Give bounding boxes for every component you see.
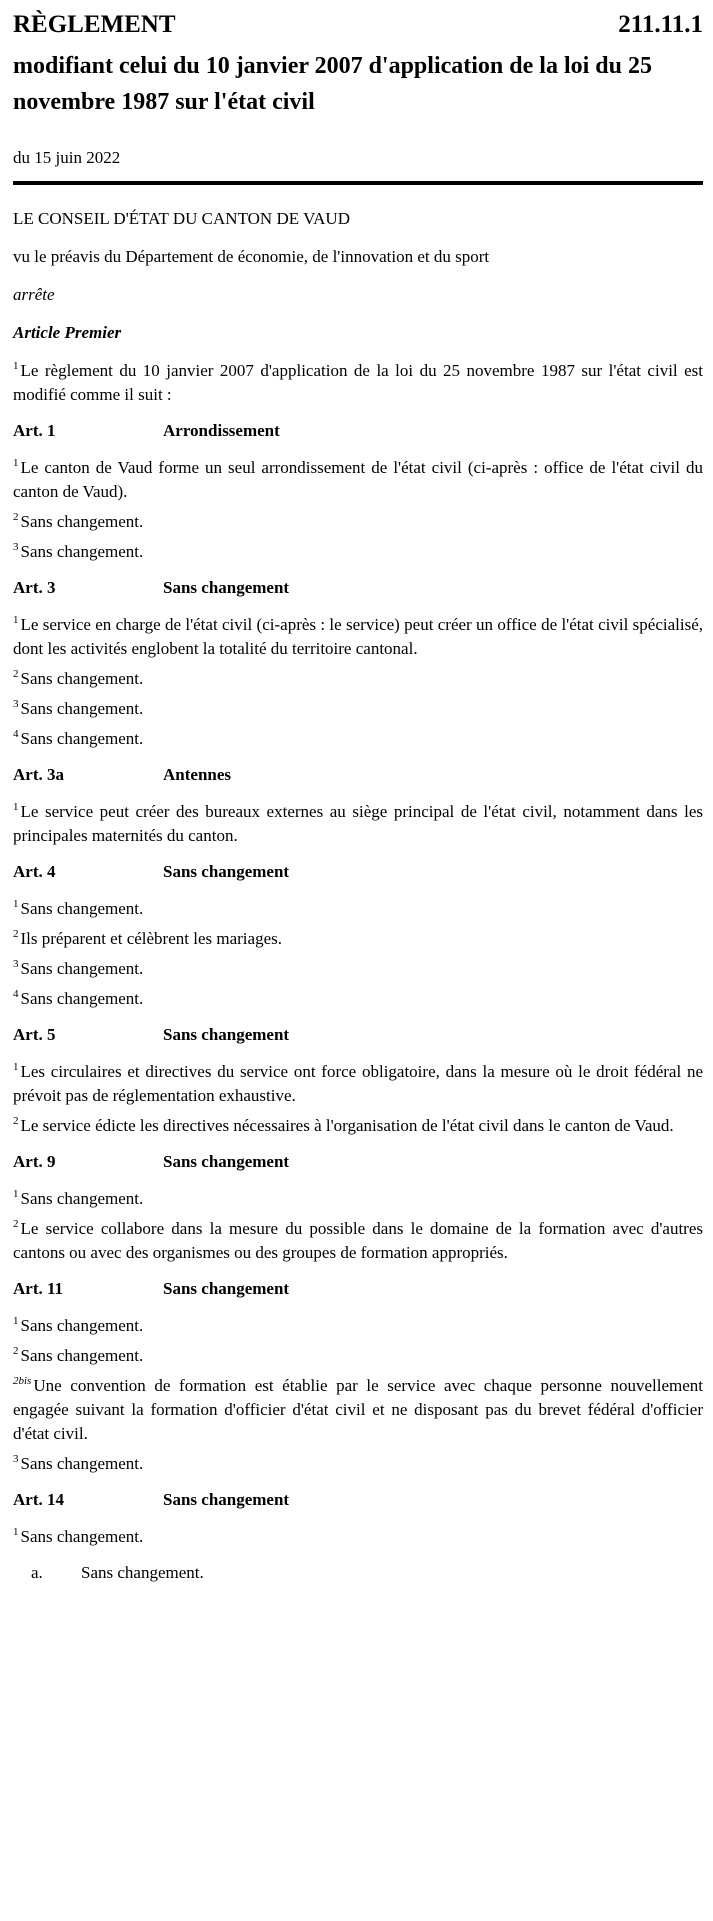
article-heading bbox=[13, 419, 703, 443]
article-paragraph bbox=[13, 1374, 703, 1446]
article-paragraph bbox=[13, 613, 703, 661]
paragraph-text: Les circulaires et directives du service ont force obligatoire, dans la mesure où le droit fédéral ne prévoit pas de réglementation exhaustive. bbox=[13, 1062, 703, 1105]
paragraph-text: Sans changement. bbox=[20, 512, 144, 531]
article-paragraph bbox=[13, 987, 703, 1011]
paragraph-text: Sans changement. bbox=[20, 669, 144, 688]
article-number: Art. 5 bbox=[13, 1025, 56, 1044]
article-paragraph bbox=[13, 456, 703, 504]
paragraph-text: Le service édicte les directives nécessaires à l'organisation de l'état civil dans le canton de Vaud. bbox=[20, 1116, 674, 1135]
article-number: Art. 11 bbox=[13, 1279, 64, 1298]
header-divider bbox=[13, 181, 703, 185]
article-paragraph bbox=[13, 1314, 703, 1338]
article-number: Art. 1 bbox=[13, 421, 56, 440]
doc-date: du 15 juin 2022 bbox=[13, 148, 121, 167]
paragraph-text: Le service peut créer des bureaux externes au siège principal de l'état civil, notamment dans les principales maternités du canton. bbox=[13, 802, 703, 845]
article-paragraph bbox=[13, 800, 703, 848]
article-premier: Article Premier bbox=[13, 323, 122, 342]
article-heading bbox=[13, 1277, 703, 1301]
paragraph-number: 1 bbox=[13, 614, 19, 627]
article-paragraph bbox=[13, 697, 703, 721]
article-title: Sans changement bbox=[163, 1152, 290, 1171]
paragraph-text: Sans changement. bbox=[20, 1189, 144, 1208]
paragraph-text: Ils préparent et célèbrent les mariages. bbox=[20, 929, 282, 948]
paragraph-text: Sans changement. bbox=[20, 1316, 144, 1335]
paragraph-number: 1 bbox=[13, 1315, 19, 1328]
article-paragraph bbox=[13, 1114, 703, 1138]
article-title: Sans changement bbox=[163, 1279, 290, 1298]
paragraph-text: Le service collabore dans la mesure du possible dans le domaine de la formation avec d'autres cantons ou avec des organismes ou des groupes de formation appropriés. bbox=[13, 1219, 703, 1262]
paragraph-text: Sans changement. bbox=[20, 729, 144, 748]
paragraph-number: 3 bbox=[13, 958, 19, 971]
article-title: Sans changement bbox=[163, 1490, 290, 1509]
article-heading bbox=[13, 576, 703, 600]
paragraph-text: Sans changement. bbox=[20, 1346, 144, 1365]
article-paragraph bbox=[13, 667, 703, 691]
paragraph-number: 4 bbox=[13, 728, 19, 741]
paragraph-text: Sans changement. bbox=[20, 1454, 144, 1473]
paragraph-number: 1 bbox=[13, 801, 19, 814]
article-paragraph bbox=[13, 1060, 703, 1108]
paragraph-number: 3 bbox=[13, 541, 19, 554]
paragraph-number: 2 bbox=[13, 1218, 19, 1231]
paragraph-number: 2 bbox=[13, 928, 19, 941]
article-heading bbox=[13, 1150, 703, 1174]
paragraph-text: Sans changement. bbox=[20, 542, 144, 561]
article-number: Art. 3 bbox=[13, 578, 56, 597]
doc-number: 211.11.1 bbox=[618, 11, 703, 38]
decision: arrête bbox=[13, 285, 55, 304]
article-paragraph bbox=[13, 1452, 703, 1476]
article-paragraph bbox=[13, 957, 703, 981]
article-paragraph bbox=[13, 540, 703, 564]
paragraph-number: 2 bbox=[13, 511, 19, 524]
paragraph-text: Sans changement. bbox=[20, 1527, 144, 1546]
article-title: Sans changement bbox=[163, 862, 290, 881]
paragraph-number: 3 bbox=[13, 698, 19, 711]
list-item-text: Sans changement. bbox=[81, 1563, 204, 1582]
paragraph-number: 2 bbox=[13, 668, 19, 681]
intro-paragraph bbox=[13, 359, 703, 407]
list-item bbox=[13, 1561, 703, 1585]
article-title: Sans changement bbox=[163, 578, 290, 597]
list-item-letter: a. bbox=[31, 1563, 43, 1582]
doc-type: RÈGLEMENT bbox=[13, 11, 176, 38]
article-heading bbox=[13, 1023, 703, 1047]
paragraph-text: Le règlement du 10 janvier 2007 d'application de la loi du 25 novembre 1987 sur l'état civil est modifié comme il suit : bbox=[13, 361, 703, 404]
article-paragraph bbox=[13, 1344, 703, 1368]
article-paragraph bbox=[13, 1217, 703, 1265]
paragraph-text: Sans changement. bbox=[20, 899, 144, 918]
doc-title: modifiant celui du 10 janvier 2007 d'application de la loi du 25 novembre 1987 sur l'état civil bbox=[13, 53, 652, 115]
paragraph-number: 1 bbox=[13, 1188, 19, 1201]
paragraph-number: 2 bbox=[13, 1115, 19, 1128]
paragraph-text: Le service en charge de l'état civil (ci-après : le service) peut créer un office de l'état civil spécialisé, dont les activités englobent la totalité du territoire cantonal. bbox=[13, 615, 703, 658]
paragraph-text: Le canton de Vaud forme un seul arrondissement de l'état civil (ci-après : office de l'état civil du canton de Vaud). bbox=[13, 458, 703, 501]
article-number: Art. 14 bbox=[13, 1490, 64, 1509]
article-paragraph bbox=[13, 927, 703, 951]
paragraph-number: 1 bbox=[13, 457, 19, 470]
paragraph-text: Sans changement. bbox=[20, 959, 144, 978]
article-heading bbox=[13, 860, 703, 884]
paragraph-number: 1 bbox=[13, 1061, 19, 1074]
authority: LE CONSEIL D'ÉTAT DU CANTON DE VAUD bbox=[13, 209, 350, 228]
paragraph-number: 2bis bbox=[13, 1375, 32, 1388]
article-number: Art. 4 bbox=[13, 862, 56, 881]
paragraph-number: 4 bbox=[13, 988, 19, 1001]
considerant: vu le préavis du Département de économie, de l'innovation et du sport bbox=[13, 247, 490, 266]
article-title: Arrondissement bbox=[163, 421, 280, 440]
paragraph-text: Une convention de formation est établie par le service avec chaque personne nouvellement engagée suivant la formation d'officier d'état civil et ne disposant pas du brevet fédéral d'officier d'état civil. bbox=[13, 1376, 703, 1443]
article-paragraph bbox=[13, 897, 703, 921]
paragraph-text: Sans changement. bbox=[20, 699, 144, 718]
article-number: Art. 3a bbox=[13, 765, 64, 784]
paragraph-number: 3 bbox=[13, 1453, 19, 1466]
paragraph-number: 1 bbox=[13, 898, 19, 911]
article-paragraph bbox=[13, 1525, 703, 1549]
article-paragraph bbox=[13, 1187, 703, 1211]
articles-container bbox=[13, 419, 703, 1585]
article-paragraph bbox=[13, 727, 703, 751]
article-heading bbox=[13, 1488, 703, 1512]
header-line bbox=[13, 0, 703, 40]
article-paragraph bbox=[13, 510, 703, 534]
article-title: Sans changement bbox=[163, 1025, 290, 1044]
article-number: Art. 9 bbox=[13, 1152, 56, 1171]
paragraph-number: 1 bbox=[13, 1526, 19, 1539]
paragraph-number: 2 bbox=[13, 1345, 19, 1358]
paragraph-number: 1 bbox=[13, 360, 19, 373]
article-heading bbox=[13, 763, 703, 787]
article-title: Antennes bbox=[163, 765, 232, 784]
paragraph-text: Sans changement. bbox=[20, 989, 144, 1008]
